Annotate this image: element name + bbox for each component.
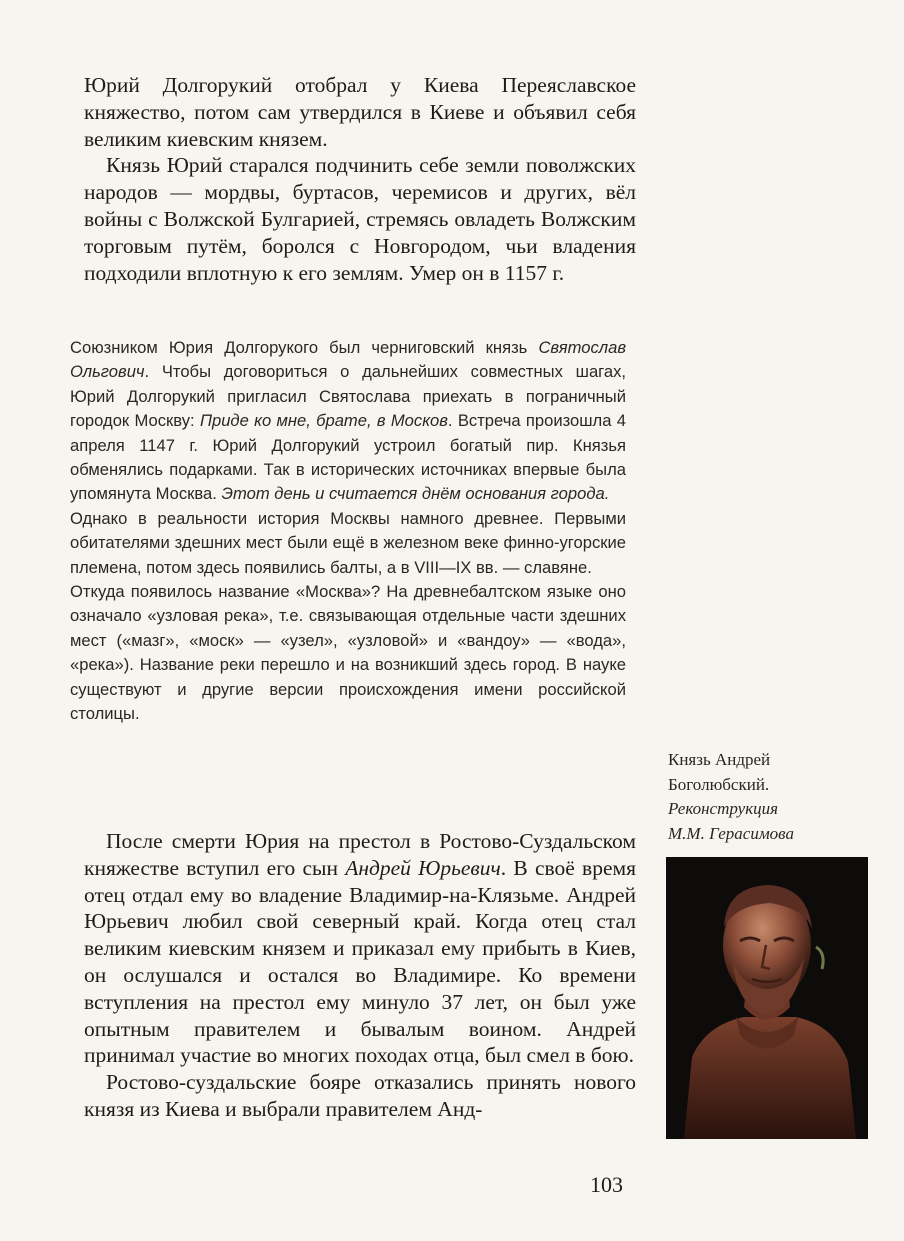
sidebar-paragraph: [70, 336, 626, 507]
person-name: Святослав Ольгович: [70, 338, 626, 382]
main-text-top: [84, 72, 636, 286]
text-run: . Встреча произошла 4 апреля 1147 г. Юрий Долгорукий устроил богатый пир. Князья обменялись подарками. Так в исторических источниках впервые была упомянута Москва.: [70, 411, 626, 504]
paragraph: Юрий Долгорукий отобрал у Киева Переяславское княжество, потом сам утвердился в Киеве и объявил себя великим киевским князем.: [84, 73, 636, 151]
main-text-bottom: [84, 828, 636, 1123]
paragraph: Князь Юрий старался подчинить себе земли поволжских народов — мордвы, буртасов, черемисов и других, вёл войны с Волжской Булгарией, стремясь овладеть Волжским торговым путём, боролся с Новгородом, чьи владения подходили вплотную к его землям. Умер он в 1157 г.: [84, 153, 636, 285]
caption-line: М.М. Герасимова: [668, 823, 794, 843]
page-number: 103: [590, 1172, 623, 1197]
chronicle-quote: Приде ко мне, брате, в Москов: [199, 411, 448, 431]
text-run: После смерти Юрия на престол в Ростово-Суздальском княжестве вступил его сын: [84, 829, 636, 880]
bust-reconstruction-illustration: [666, 857, 868, 1139]
emphasis-text: Этот день и считается днём основания города.: [221, 484, 610, 504]
caption-line: Реконструкция: [668, 799, 779, 818]
text-run: . В своё время отец отдал ему во владение Владимир-на-Клязьме. Андрей Юрьевич любил свой северный край. Когда отец стал великим киевским князем и приказал ему прибыть в Киев, он ослушался и остался во Владимире. Ко времени вступления на престол ему минуло 37 лет, он был уже опытным правителем и бывалым воином. Андрей принимал участие во многих походах отца, был смел в бою.: [84, 855, 636, 1068]
caption-line: Князь Андрей: [668, 750, 771, 769]
portrait-image: [666, 857, 868, 1139]
sidebar-paragraph: Откуда появилось название «Москва»? На древнебалтском языке оно означало «узловая река», т.е. связывающая отдельные части здешних мест («мазг», «моск» — «узел», «узловой» и «вандоу» — «вода», «река»). Название реки перешло и на возникший здесь город. В науке существуют и другие версии происхождения имени российской столицы.: [70, 582, 626, 724]
text-run: Союзником Юрия Долгорукого был черниговский князь: [70, 338, 539, 357]
sidebar-paragraph: Однако в реальности история Москвы намного древнее. Первыми обитателями здешних мест были ещё в железном веке финно-угорские племена, потом здесь появились балты, а в VIII—IX вв. — славяне.: [70, 508, 626, 577]
person-name: Андрей Юрьевич: [345, 855, 501, 880]
sidebar-box: [70, 336, 626, 727]
text-run: . Чтобы договориться о дальнейших совместных шагах, Юрий Долгорукий пригласил Святослава приехать в пограничный городок Москву:: [70, 362, 626, 431]
paragraph: Ростово-суздальские бояре отказались принять нового князя из Киева и выбрали правителем Анд-: [84, 1070, 636, 1121]
image-caption: [668, 748, 868, 846]
caption-line: Боголюбский.: [668, 774, 770, 794]
paragraph: [84, 828, 636, 1069]
